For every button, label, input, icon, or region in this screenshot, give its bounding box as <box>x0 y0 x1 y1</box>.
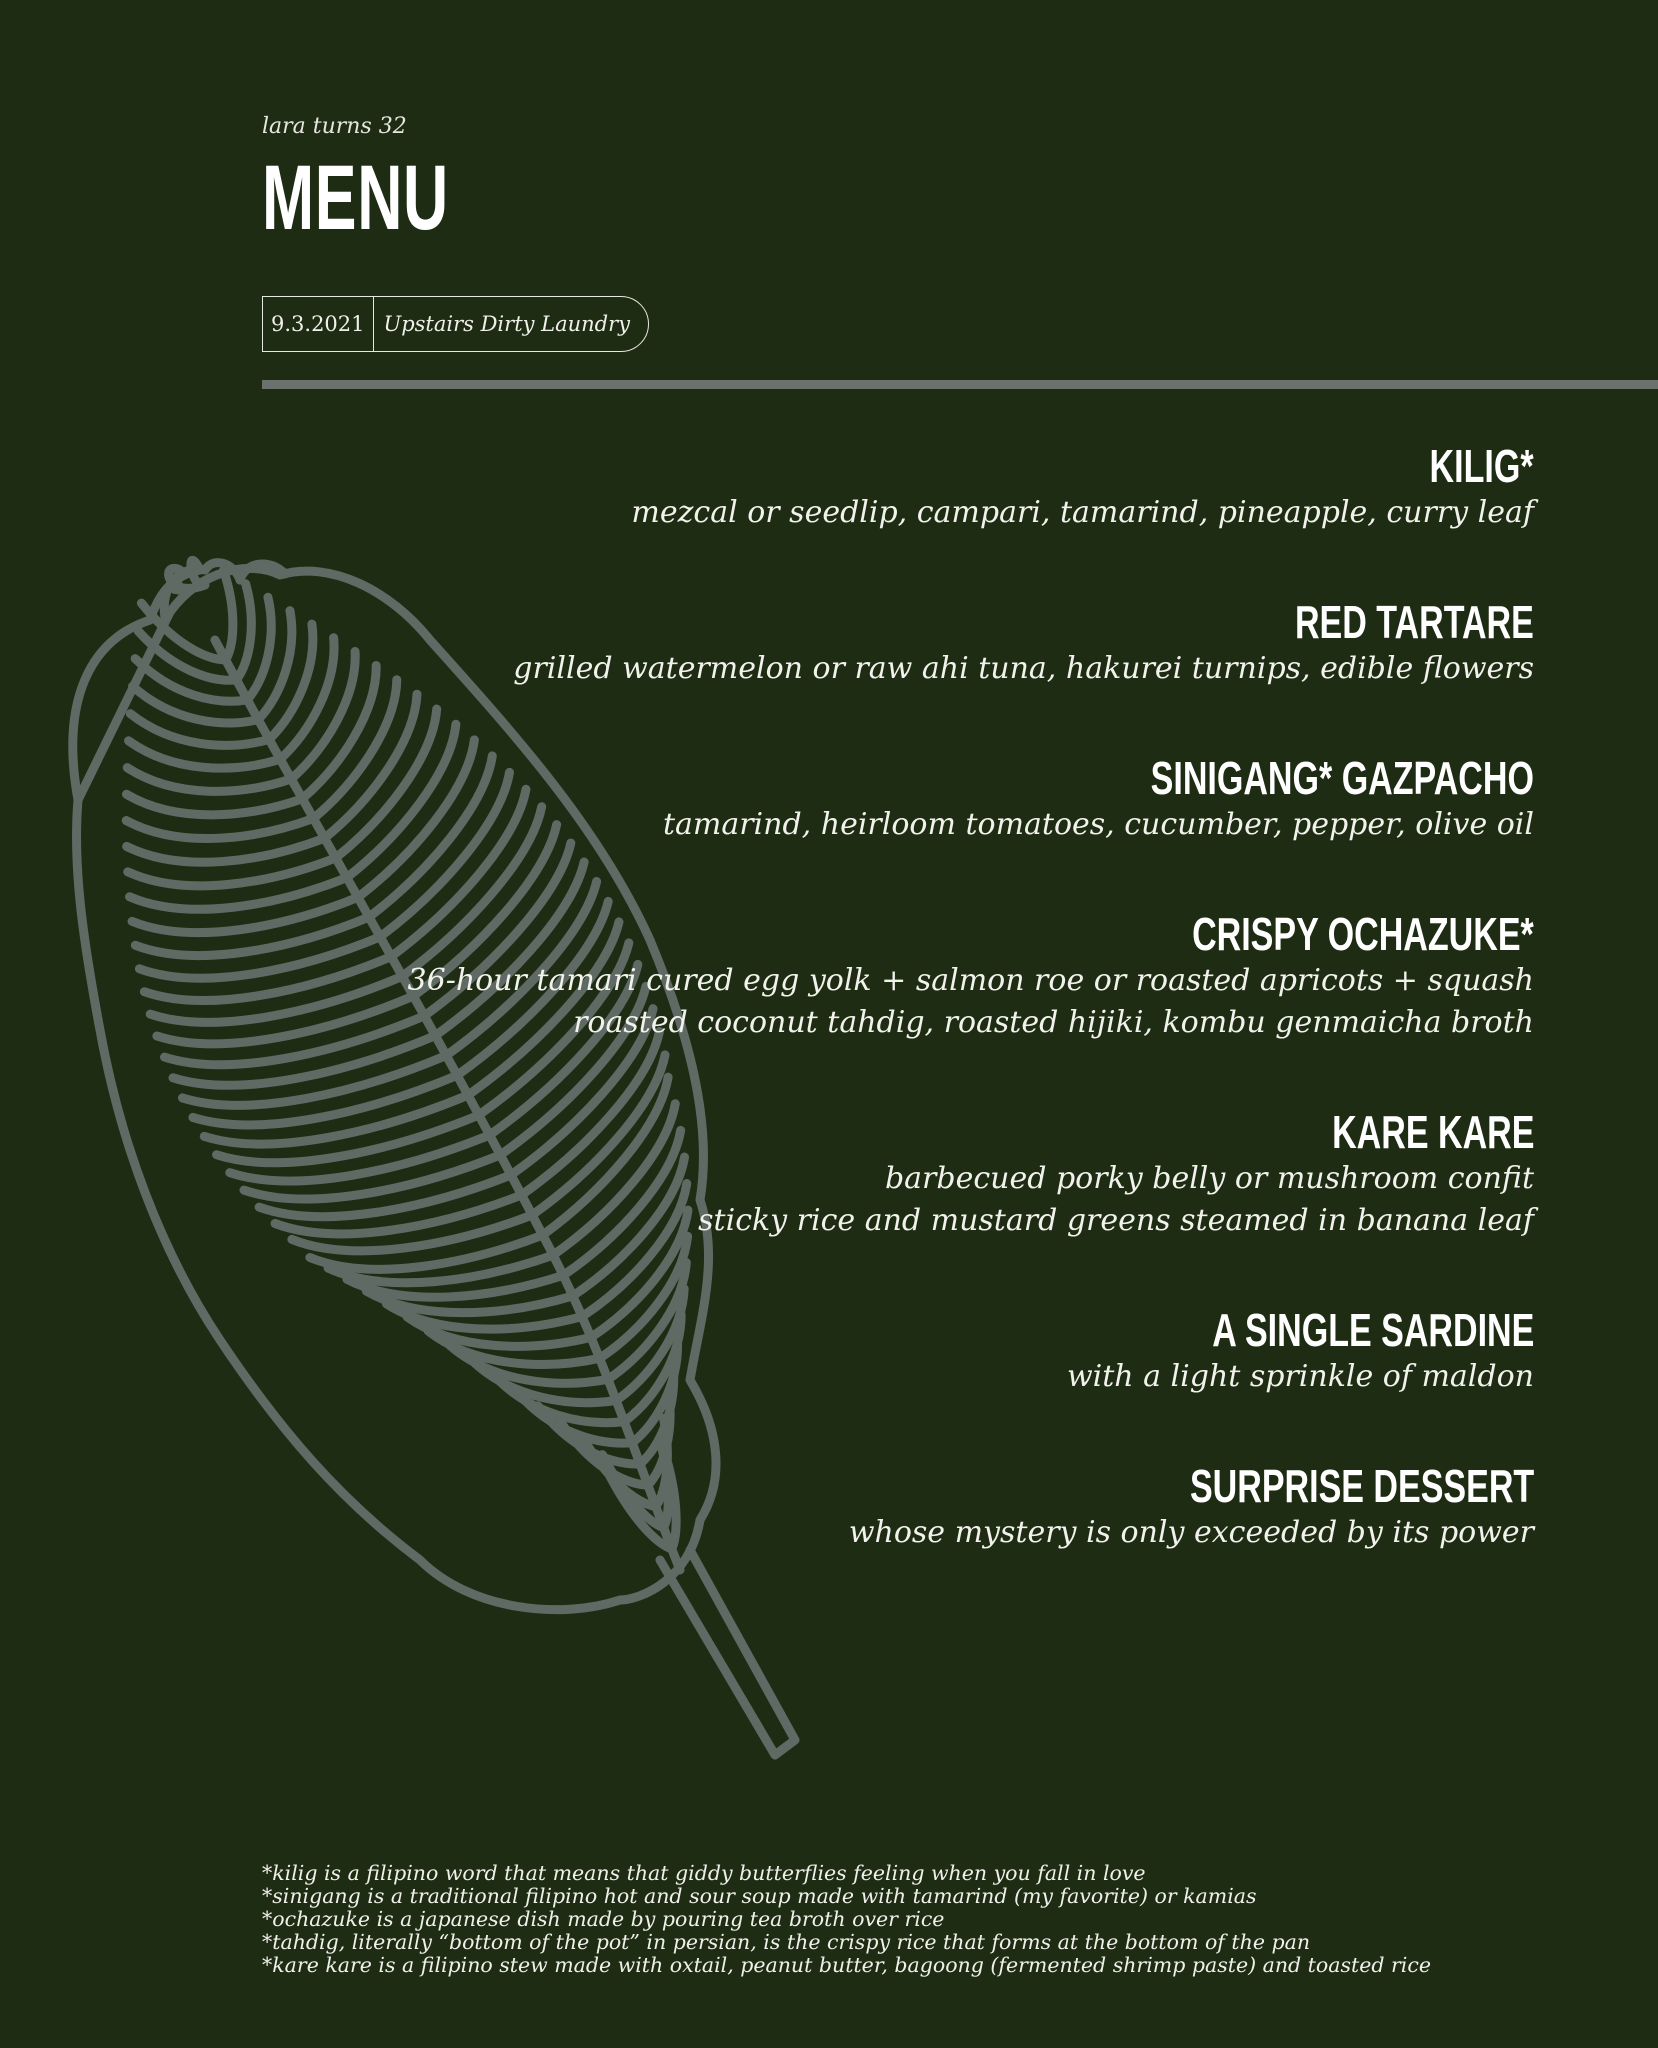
leaf-vein <box>236 584 251 680</box>
footnotes <box>262 1862 1431 1977</box>
menu-item-description: whose mystery is only exceeded by its power <box>848 1515 1534 1550</box>
menu-item-description: with a light sprinkle of maldon <box>1066 1359 1534 1394</box>
menu-item-name: KILIG* <box>1429 440 1534 492</box>
menu-item-description: mezcal or seedlip, campari, tamarind, pineapple, curry leaf <box>631 495 1534 530</box>
leaf-vein <box>224 570 233 660</box>
menu-list <box>334 440 1534 1616</box>
event-kicker: lara turns 32 <box>262 114 407 139</box>
footnote: *kare kare is a filipino stew made with oxtail, peanut butter, bagoong (fermented shrimp paste) and toasted rice <box>262 1953 1431 1977</box>
menu-item <box>334 440 1534 534</box>
header-divider <box>262 380 1658 389</box>
menu-item-description: tamarind, heirloom tomatoes, cucumber, pepper, olive oil <box>662 807 1534 842</box>
footnote: *tahdig, literally “bottom of the pot” in persian, is the crispy rice that forms at the bottom of the pan <box>262 1930 1311 1954</box>
menu-item <box>334 908 1534 1044</box>
menu-item-name: RED TARTARE <box>1295 596 1534 648</box>
menu-item <box>334 1304 1534 1398</box>
menu-item-name: CRISPY OCHAZUKE* <box>1192 908 1534 960</box>
menu-item-description: 36-hour tamari cured egg yolk + salmon roe or roasted apricots + squash <box>407 963 1534 998</box>
menu-item <box>334 1460 1534 1554</box>
menu-item-description: sticky rice and mustard greens steamed in banana leaf <box>698 1203 1534 1238</box>
menu-item-name: SINIGANG* GAZPACHO <box>1150 752 1534 804</box>
event-venue: Upstairs Dirty Laundry <box>373 296 650 352</box>
menu-item-name: SURPRISE DESSERT <box>1189 1460 1534 1512</box>
footnote: *kilig is a filipino word that means that giddy butterflies feeling when you fall in love <box>262 1861 1146 1885</box>
event-date: 9.3.2021 <box>262 296 373 352</box>
menu-item <box>334 596 1534 690</box>
menu-item-description: roasted coconut tahdig, roasted hijiki, kombu genmaicha broth <box>573 1005 1534 1040</box>
footnote: *sinigang is a traditional filipino hot and sour soup made with tamarind (my favorite) or kamias <box>262 1884 1257 1908</box>
leaf-vein <box>126 818 313 838</box>
menu-item-name: KARE KARE <box>1331 1106 1534 1158</box>
menu-item <box>334 1106 1534 1242</box>
footnote: *ochazuke is a japanese dish made by pouring tea broth over rice <box>262 1907 945 1931</box>
menu-item <box>334 752 1534 846</box>
menu-item-name: A SINGLE SARDINE <box>1211 1304 1534 1356</box>
menu-item-description: grilled watermelon or raw ahi tuna, hakurei turnips, edible flowers <box>513 651 1534 686</box>
leaf-vein <box>126 794 302 815</box>
event-info-pill <box>262 296 649 352</box>
menu-item-description: barbecued porky belly or mushroom confit <box>884 1161 1534 1196</box>
page-title: MENU <box>262 147 449 249</box>
